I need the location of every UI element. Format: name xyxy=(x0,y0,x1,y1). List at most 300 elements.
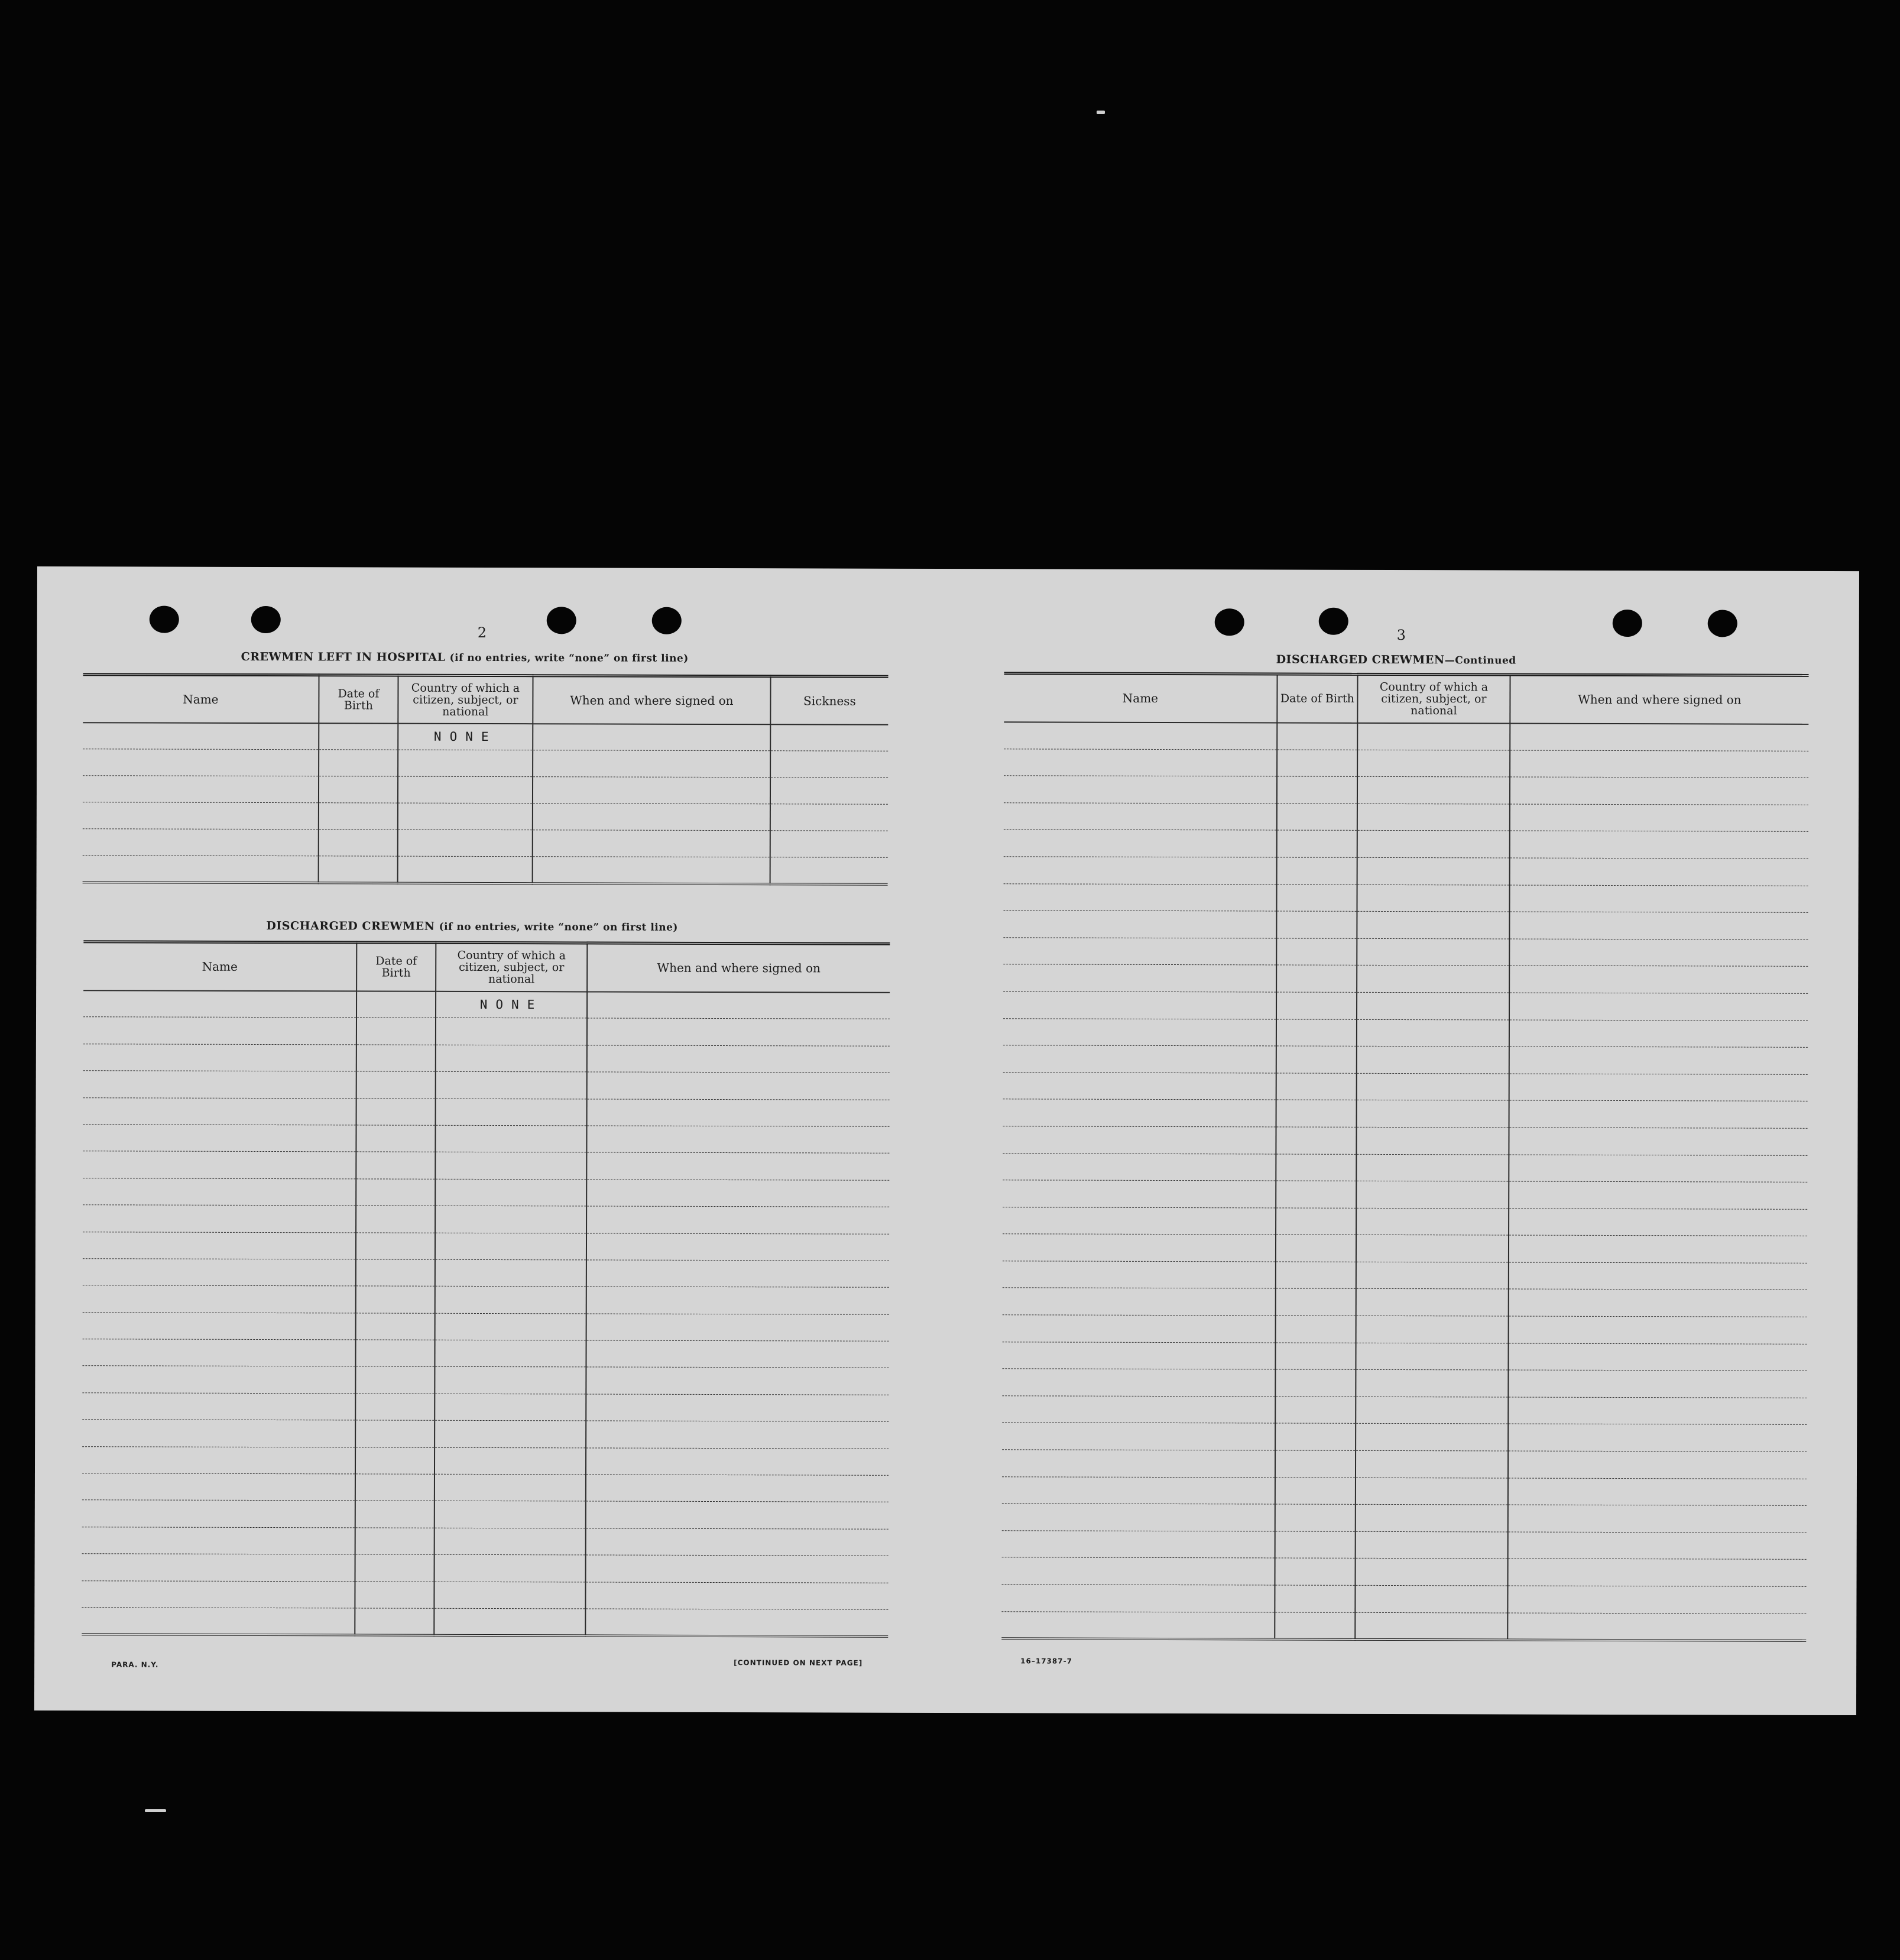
table-cell xyxy=(83,776,319,803)
table-cell xyxy=(1356,1397,1508,1424)
discharged-continued-sub: —Continued xyxy=(1444,655,1516,667)
table-cell xyxy=(1509,1047,1808,1074)
table-cell xyxy=(1277,776,1357,804)
table-cell xyxy=(356,1313,435,1340)
table-cell xyxy=(356,1232,435,1259)
table-cell xyxy=(1509,1209,1807,1236)
table-row xyxy=(83,1151,889,1180)
table-cell xyxy=(319,776,398,803)
table-cell xyxy=(1508,1370,1807,1398)
table-cell xyxy=(1357,777,1510,804)
table-cell xyxy=(356,991,436,1018)
col-sickness: Sickness xyxy=(770,676,888,725)
table-cell xyxy=(1003,1315,1276,1343)
table-cell xyxy=(356,1125,435,1152)
table-cell xyxy=(436,1045,587,1072)
table-row xyxy=(1003,938,1808,967)
table-cell xyxy=(435,1421,586,1448)
table-cell xyxy=(82,1554,355,1582)
table-cell xyxy=(1003,911,1276,938)
table-cell xyxy=(435,1554,586,1582)
table-cell xyxy=(1509,1235,1807,1263)
table-cell xyxy=(587,1018,890,1046)
table-row xyxy=(1004,776,1808,805)
table-cell xyxy=(83,1071,356,1099)
table-row xyxy=(1003,1018,1808,1047)
table-cell xyxy=(1002,1476,1275,1504)
table-row xyxy=(83,1017,890,1046)
table-row xyxy=(82,1393,889,1422)
table-cell xyxy=(533,724,770,751)
table-cell xyxy=(1275,1531,1356,1559)
table-cell xyxy=(1356,1181,1509,1208)
table-row xyxy=(1001,1585,1806,1614)
table-cell xyxy=(1002,1423,1275,1450)
table-cell xyxy=(1355,1585,1507,1612)
table-cell xyxy=(1356,1531,1508,1559)
table-cell xyxy=(355,1394,435,1421)
table-cell xyxy=(1001,1585,1275,1612)
table-cell xyxy=(1004,749,1277,776)
col-date-of-birth: Date of Birth xyxy=(1277,674,1357,723)
table-row xyxy=(83,856,888,885)
table-cell xyxy=(1275,1612,1355,1640)
table-row xyxy=(83,749,888,778)
table-cell xyxy=(398,776,533,804)
table-cell xyxy=(434,1608,585,1635)
table-row xyxy=(1003,1099,1808,1128)
discharged-title: DISCHARGED CREWMEN xyxy=(266,919,435,933)
footer-continued: [CONTINUED ON NEXT PAGE] xyxy=(734,1658,863,1667)
table-cell xyxy=(586,1340,889,1368)
table-cell xyxy=(1003,1045,1276,1073)
table-cell xyxy=(1001,1557,1275,1585)
table-row xyxy=(82,1580,888,1609)
table-row xyxy=(1002,1504,1807,1533)
table-cell xyxy=(1003,1099,1276,1127)
table-cell xyxy=(1276,1181,1356,1208)
table-cell xyxy=(1509,1262,1807,1290)
table-row xyxy=(1002,1450,1807,1479)
table-cell xyxy=(1275,1478,1356,1505)
table-row xyxy=(83,1285,889,1314)
table-cell xyxy=(1356,1127,1509,1154)
table-cell xyxy=(1276,1235,1356,1262)
table-cell xyxy=(1509,1128,1807,1155)
table-cell xyxy=(83,990,356,1018)
table-cell xyxy=(1509,1181,1807,1209)
hospital-rows xyxy=(83,723,889,885)
table-cell xyxy=(1276,1208,1356,1235)
discharged-rows xyxy=(82,990,890,1637)
table-cell xyxy=(1357,992,1509,1019)
table-cell xyxy=(1508,1424,1807,1452)
table-cell xyxy=(1357,857,1510,885)
table-cell xyxy=(586,1475,889,1502)
table-row xyxy=(1001,1611,1806,1640)
table-cell xyxy=(1355,1559,1507,1586)
table-row xyxy=(1002,1396,1807,1425)
table-cell xyxy=(1509,1074,1808,1102)
table-cell xyxy=(355,1501,435,1528)
discharged-continued-title xyxy=(1276,653,1516,666)
col-country: Country of which a citizen, subject, or national xyxy=(398,675,533,724)
table-cell xyxy=(355,1420,435,1447)
punch-hole xyxy=(251,606,281,633)
table-cell xyxy=(436,1071,587,1099)
table-cell xyxy=(1357,938,1509,966)
table-cell xyxy=(1356,1316,1509,1343)
discharged-section-title xyxy=(266,919,678,934)
table-cell xyxy=(586,1152,889,1180)
table-cell xyxy=(1004,776,1277,804)
table-row xyxy=(82,1527,889,1556)
table-cell xyxy=(435,1528,586,1555)
table-cell xyxy=(1003,1288,1276,1316)
table-cell xyxy=(1277,804,1357,831)
table-cell xyxy=(1508,1343,1807,1371)
table-cell xyxy=(1275,1450,1356,1478)
table-row xyxy=(82,1500,889,1529)
table-row xyxy=(83,723,888,751)
table-cell xyxy=(83,802,319,830)
table-cell xyxy=(585,1609,888,1637)
table-cell xyxy=(1003,1207,1276,1235)
table-cell xyxy=(355,1366,435,1394)
none-entry: NONE xyxy=(398,723,533,750)
table-cell xyxy=(1276,1046,1357,1073)
table-cell xyxy=(82,1393,355,1421)
table-cell xyxy=(435,1259,586,1287)
table-cell xyxy=(355,1528,435,1555)
table-cell xyxy=(1509,966,1808,993)
table-row xyxy=(82,1554,889,1583)
table-cell xyxy=(435,1474,586,1501)
table-cell xyxy=(586,1448,889,1476)
table-cell xyxy=(1357,1046,1509,1073)
table-cell xyxy=(1356,1262,1509,1289)
table-cell xyxy=(587,1072,890,1100)
table-cell xyxy=(1275,1558,1355,1585)
table-cell xyxy=(770,724,888,751)
table-cell xyxy=(83,1232,356,1259)
table-cell xyxy=(435,1394,586,1421)
table-cell xyxy=(1003,1153,1276,1181)
punch-hole xyxy=(1319,608,1348,635)
table-cell xyxy=(398,803,533,830)
table-cell xyxy=(356,1286,435,1313)
table-cell xyxy=(587,992,890,1019)
col-name: Name xyxy=(83,675,319,723)
table-cell xyxy=(82,1366,355,1394)
table-cell xyxy=(1002,1396,1275,1424)
table-cell xyxy=(1277,723,1357,750)
table-cell xyxy=(1003,883,1276,911)
punch-hole xyxy=(1708,610,1737,637)
table-row xyxy=(1004,830,1808,858)
table-cell xyxy=(587,1099,890,1126)
table-row xyxy=(82,1473,889,1502)
table-cell xyxy=(1509,1316,1807,1344)
table-cell xyxy=(1003,1072,1276,1100)
table-row xyxy=(1001,1557,1806,1586)
table-row xyxy=(82,1366,889,1395)
table-row xyxy=(1002,1369,1807,1398)
table-cell xyxy=(1508,1532,1807,1560)
table-row xyxy=(83,802,888,831)
table-cell xyxy=(435,1152,586,1180)
table-row xyxy=(83,1097,890,1126)
page-number-left: 2 xyxy=(477,624,487,641)
table-cell xyxy=(1509,1020,1808,1048)
table-cell xyxy=(435,1287,586,1314)
table-cell xyxy=(398,750,533,777)
table-cell xyxy=(1357,1019,1509,1047)
table-row xyxy=(83,829,888,858)
none-entry: NONE xyxy=(436,991,587,1018)
col-date-of-birth: Date of Birth xyxy=(319,675,398,723)
table-cell xyxy=(1510,831,1808,858)
table-cell xyxy=(319,723,398,750)
col-signed-on: When and where signed on xyxy=(1510,675,1808,724)
col-date-of-birth: Date of Birth xyxy=(356,942,436,991)
table-row xyxy=(1003,1126,1807,1155)
table-cell xyxy=(83,749,319,776)
table-cell xyxy=(1356,1478,1508,1505)
table-row xyxy=(1002,1531,1807,1560)
table-cell xyxy=(1357,750,1510,777)
table-row xyxy=(1003,1045,1808,1074)
table-row xyxy=(1002,1476,1807,1505)
table-cell xyxy=(586,1206,889,1234)
table-cell xyxy=(586,1260,889,1288)
table-cell xyxy=(83,1151,356,1179)
discharged-subtitle: (if no entries, write “none” on first line) xyxy=(439,921,678,934)
table-cell xyxy=(1275,1397,1356,1424)
table-cell xyxy=(1275,1369,1356,1397)
table-cell xyxy=(356,1206,435,1233)
table-cell xyxy=(770,804,888,831)
table-cell xyxy=(1510,858,1808,886)
table-row xyxy=(83,1232,889,1261)
table-cell xyxy=(435,1447,586,1475)
table-cell xyxy=(82,1500,355,1528)
table-cell xyxy=(1002,1504,1275,1531)
table-cell xyxy=(435,1501,586,1528)
table-cell xyxy=(1356,1424,1508,1451)
table-cell xyxy=(1509,1289,1807,1317)
punch-hole xyxy=(1613,610,1642,637)
table-row xyxy=(1003,1207,1807,1236)
table-cell xyxy=(1003,1261,1276,1289)
table-cell xyxy=(587,1045,890,1073)
table-cell xyxy=(82,1446,355,1474)
col-country: Country of which a citizen, subject, or national xyxy=(436,942,587,992)
table-cell xyxy=(586,1501,889,1529)
table-row xyxy=(1003,883,1808,912)
table-row xyxy=(1003,911,1808,939)
table-cell xyxy=(1276,911,1357,938)
table-cell xyxy=(83,723,319,750)
table-cell xyxy=(1510,804,1808,832)
table-row xyxy=(82,1608,888,1637)
table-cell xyxy=(82,1420,355,1447)
table-cell xyxy=(770,831,888,858)
table-cell xyxy=(1356,1370,1508,1397)
table-cell xyxy=(82,1608,355,1635)
table-cell xyxy=(1276,1154,1356,1181)
table-cell xyxy=(1276,1073,1357,1100)
table-cell xyxy=(1356,1450,1508,1478)
table-cell xyxy=(1003,964,1276,992)
table-cell xyxy=(1507,1586,1806,1614)
table-cell xyxy=(586,1528,889,1556)
table-row xyxy=(1003,1261,1807,1290)
table-cell xyxy=(586,1555,889,1583)
table-cell xyxy=(586,1421,889,1449)
table-cell xyxy=(586,1180,889,1207)
table-cell xyxy=(1004,722,1277,750)
table-cell xyxy=(355,1447,435,1475)
table-row xyxy=(82,1420,889,1449)
table-cell xyxy=(1356,1208,1509,1235)
table-cell xyxy=(1276,992,1357,1019)
table-cell xyxy=(83,1044,356,1071)
hospital-title: CREWMEN LEFT IN HOSPITAL xyxy=(241,650,446,664)
table-cell xyxy=(586,1367,889,1395)
discharged-continued-table xyxy=(1001,672,1808,1641)
table-cell xyxy=(1357,966,1509,993)
table-cell xyxy=(356,1259,435,1287)
discharged-continued-main: DISCHARGED CREWMEN xyxy=(1276,653,1445,667)
table-cell xyxy=(1275,1423,1356,1450)
table-cell xyxy=(1001,1611,1275,1639)
table-cell xyxy=(1275,1585,1355,1612)
table-cell xyxy=(434,1582,585,1609)
table-cell xyxy=(1357,1100,1509,1128)
hospital-table xyxy=(83,673,889,885)
table-cell xyxy=(319,830,398,856)
table-cell xyxy=(1277,750,1357,777)
table-cell xyxy=(1356,1289,1509,1316)
discharged-table xyxy=(82,940,890,1637)
table-cell xyxy=(435,1340,586,1367)
table-row xyxy=(1003,964,1808,993)
background-speck xyxy=(1097,111,1105,114)
table-cell xyxy=(1004,857,1277,885)
table-cell xyxy=(1509,912,1808,939)
table-cell xyxy=(1356,1343,1508,1370)
table-cell xyxy=(1276,1127,1356,1154)
table-row xyxy=(1003,1234,1807,1263)
table-cell xyxy=(83,856,319,883)
col-signed-on: When and where signed on xyxy=(533,676,770,724)
table-cell xyxy=(1509,1155,1807,1183)
table-cell xyxy=(1356,1235,1509,1262)
table-row xyxy=(82,1339,889,1368)
table-cell xyxy=(355,1474,435,1501)
table-cell xyxy=(398,830,533,857)
table-row xyxy=(1004,803,1808,832)
table-cell xyxy=(586,1233,889,1261)
table-row xyxy=(83,1312,889,1341)
table-cell xyxy=(533,777,770,804)
table-cell xyxy=(1276,1100,1357,1127)
table-row xyxy=(83,1071,890,1100)
table-cell xyxy=(1357,912,1509,939)
table-cell xyxy=(1356,1154,1509,1181)
table-cell xyxy=(770,857,888,885)
table-cell xyxy=(356,1071,436,1099)
table-cell xyxy=(1509,885,1808,913)
table-cell xyxy=(1276,965,1357,992)
table-row xyxy=(83,990,890,1019)
table-cell xyxy=(1004,830,1277,857)
table-cell xyxy=(82,1339,355,1367)
table-cell xyxy=(533,857,770,884)
table-cell xyxy=(1276,1288,1356,1316)
table-cell xyxy=(585,1582,888,1610)
table-cell xyxy=(1002,1342,1275,1369)
table-cell xyxy=(319,856,398,883)
table-cell xyxy=(1508,1397,1807,1425)
table-cell xyxy=(1276,938,1357,966)
table-row xyxy=(82,1446,889,1475)
table-cell xyxy=(770,751,888,778)
table-cell xyxy=(1357,804,1510,831)
table-cell xyxy=(1003,1126,1276,1154)
table-cell xyxy=(1357,723,1510,750)
table-cell xyxy=(1510,723,1808,751)
table-cell xyxy=(533,830,770,857)
table-cell xyxy=(1507,1559,1806,1586)
col-signed-on: When and where signed on xyxy=(587,943,890,992)
table-cell xyxy=(533,750,770,777)
table-cell xyxy=(319,803,398,830)
table-row xyxy=(1004,722,1808,751)
table-cell xyxy=(83,1205,356,1233)
table-cell xyxy=(1510,777,1808,805)
table-cell xyxy=(398,856,533,883)
table-cell xyxy=(586,1394,889,1422)
table-cell xyxy=(1277,857,1357,885)
table-cell xyxy=(1507,1613,1806,1641)
table-cell xyxy=(1357,831,1510,858)
footer-printer: PARA. N.Y. xyxy=(111,1660,159,1669)
background-speck xyxy=(145,1809,166,1812)
col-name: Name xyxy=(83,942,356,991)
page-number-right: 3 xyxy=(1396,627,1406,644)
table-cell xyxy=(83,1312,356,1340)
table-row xyxy=(1003,1288,1807,1317)
table-cell xyxy=(1508,1505,1807,1533)
col-country: Country of which a citizen, subject, or national xyxy=(1357,674,1510,723)
table-cell xyxy=(436,1099,587,1126)
table-row xyxy=(1004,857,1808,886)
table-cell xyxy=(1003,1234,1276,1262)
table-cell xyxy=(1276,1019,1357,1047)
table-cell xyxy=(435,1367,586,1394)
table-cell xyxy=(1509,939,1808,967)
table-row xyxy=(1002,1423,1807,1452)
table-cell xyxy=(1508,1478,1807,1506)
table-cell xyxy=(1003,1180,1276,1208)
table-cell xyxy=(1277,830,1357,857)
table-row xyxy=(1003,1180,1807,1209)
table-cell xyxy=(355,1608,434,1635)
table-cell xyxy=(1509,1100,1808,1128)
table-cell xyxy=(1276,1262,1356,1289)
